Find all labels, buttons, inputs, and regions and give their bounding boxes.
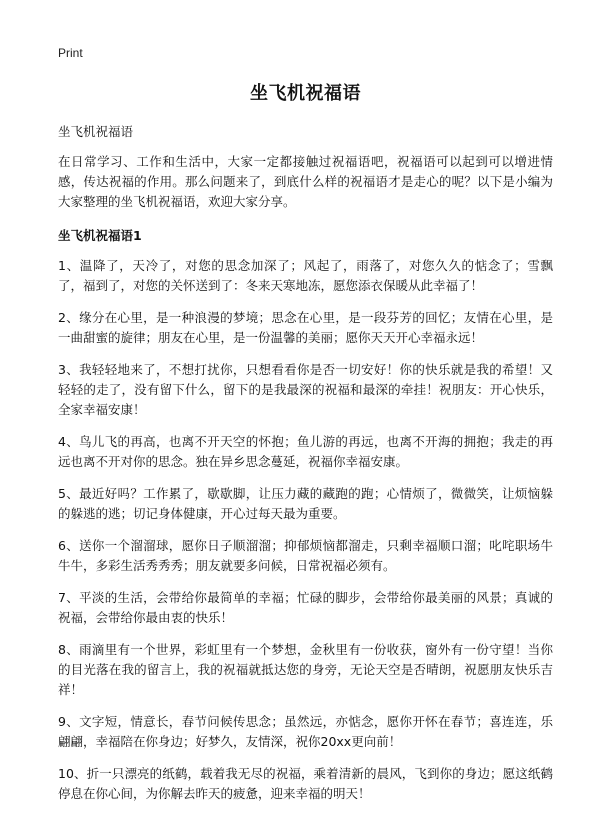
list-item: 6、送你一个溜溜球，愿你日子顺溜溜；抑郁烦恼都溜走，只剩幸福顺口溜；叱咤职场牛牛牛，多彩生活秀秀秀；朋友就要多问候，日常祝福必须有。 bbox=[58, 538, 553, 573]
list-item: 10、折一只漂亮的纸鹤，载着我无尽的祝福，乘着清新的晨风，飞到你的身边；愿这纸鹤停息在你心间，为你解去昨天的疲惫，迎来幸福的明天！ bbox=[58, 766, 553, 801]
print-link[interactable]: Print bbox=[58, 46, 83, 60]
blessing-list bbox=[58, 256, 553, 804]
list-item: 4、鸟儿飞的再高，也离不开天空的怀抱；鱼儿游的再远，也离不开海的拥抱；我走的再远也离不开对你的思念。独在异乡思念蔓延，祝福你幸福安康。 bbox=[58, 434, 553, 469]
document-subtitle: 坐飞机祝福语 bbox=[58, 124, 134, 139]
list-item: 1、温降了，天冷了，对您的思念加深了；风起了，雨落了，对您久久的惦念了；雪飘了，福到了，对您的关怀送到了：冬来天寒地冻，愿您添衣保暖从此幸福了！ bbox=[58, 258, 553, 293]
list-item: 7、平淡的生活，会带给你最简单的幸福；忙碌的脚步，会带给你最美丽的风景；真诚的祝福，会带给你最由衷的快乐！ bbox=[58, 590, 553, 625]
page-title: 坐飞机祝福语 bbox=[250, 83, 361, 104]
list-item: 2、缘分在心里，是一种浪漫的梦境；思念在心里，是一段芬芳的回忆；友情在心里，是一曲甜蜜的旋律；朋友在心里，是一份温馨的美丽；愿你天天开心幸福永远！ bbox=[58, 310, 553, 345]
list-item: 3、我轻轻地来了，不想打扰你，只想看看你是否一切安好！你的快乐就是我的希望！又轻轻的走了，没有留下什么，留下的是我最深的祝福和最深的牵挂！祝朋友：开心快乐，全家幸福安康！ bbox=[58, 362, 553, 417]
list-item: 9、文字短，情意长，春节问候传思念；虽然远，亦惦念，愿你开怀在春节；喜连连，乐翩翩，幸福陪在你身边；好梦久，友情深，祝你20xx更向前！ bbox=[58, 714, 553, 749]
intro-paragraph: 在日常学习、工作和生活中，大家一定都接触过祝福语吧，祝福语可以起到可以增进情感，传达祝福的作用。那么问题来了，到底什么样的祝福语才是走心的呢？以下是小编为大家整理的坐飞机祝福语，欢迎大家分享。 bbox=[58, 154, 553, 209]
list-item: 8、雨滴里有一个世界，彩虹里有一个梦想，金秋里有一份收获，窗外有一份守望！当你的目光落在我的留言上，我的祝福就抵达您的身旁，无论天空是否晴朗，祝愿朋友快乐吉祥！ bbox=[58, 642, 553, 697]
section-heading: 坐飞机祝福语1 bbox=[58, 228, 142, 243]
list-item: 5、最近好吗？工作累了，歇歇脚，让压力藏的藏跑的跑；心情烦了，微微笑，让烦恼躲的躲逃的逃；切记身体健康，开心过每天最为重要。 bbox=[58, 486, 553, 521]
